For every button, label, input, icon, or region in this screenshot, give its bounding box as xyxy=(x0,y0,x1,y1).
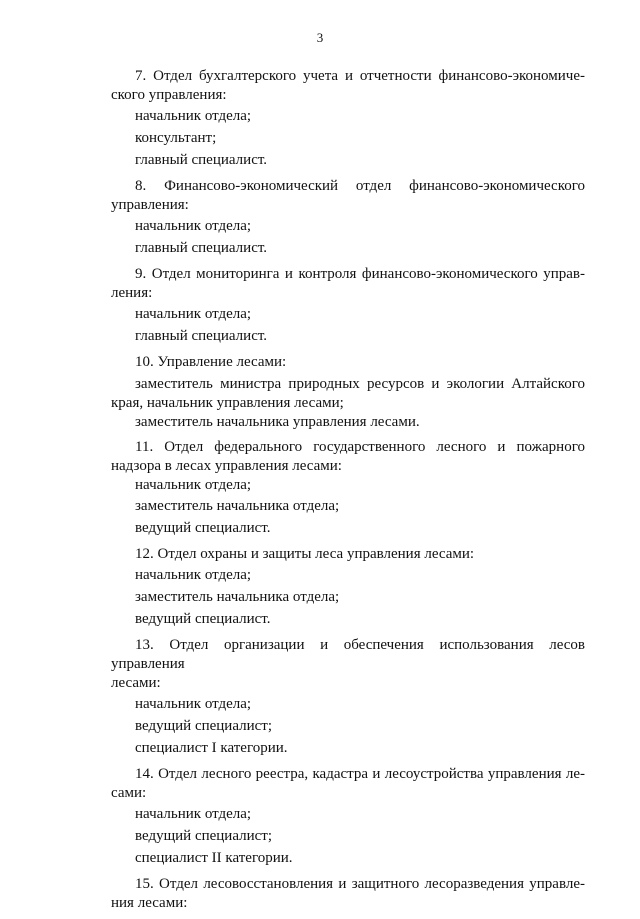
list-item: начальник отдела; xyxy=(135,696,252,712)
list-item: консультант; xyxy=(135,130,217,146)
section-heading xyxy=(111,438,585,457)
section-13 xyxy=(111,636,585,759)
list-item: специалист II категории. xyxy=(135,850,293,866)
section-14 xyxy=(111,765,585,869)
list-item: ведущий специалист. xyxy=(135,520,271,536)
list-item: начальник отдела; xyxy=(135,477,252,493)
list-item: заместитель начальника отдела; xyxy=(135,589,340,605)
section-heading xyxy=(111,875,585,894)
section-15 xyxy=(111,875,585,913)
list-item: начальник отдела; xyxy=(135,218,252,234)
section-heading: 10. Управление лесами: xyxy=(135,354,287,370)
section-heading-line2: ния лесами: xyxy=(111,895,188,911)
section-heading-line1: 15. Отдел лесовосстановления и защитного лесоразведения управле- xyxy=(135,876,585,892)
page-number: 3 xyxy=(316,30,324,45)
section-heading-line1: 8. Финансово-экономический отдел финансово-экономического xyxy=(135,178,585,194)
section-heading xyxy=(111,67,585,86)
list-item: главный специалист. xyxy=(135,152,268,168)
section-heading xyxy=(111,765,585,784)
section-7 xyxy=(111,67,585,171)
section-heading-line2: лесами: xyxy=(111,675,161,691)
list-item: главный специалист. xyxy=(135,328,268,344)
list-item: ведущий специалист; xyxy=(135,828,273,844)
section-heading xyxy=(111,265,585,284)
section-8 xyxy=(111,177,585,259)
section-heading-line2: надзора в лесах управления лесами: xyxy=(111,458,342,474)
section-heading-line2: сами: xyxy=(111,785,147,801)
section-heading-line1: 13. Отдел организации и обеспечения использования лесов управления xyxy=(111,637,585,672)
section-heading xyxy=(111,636,585,674)
section-heading-line2: ского управления: xyxy=(111,87,227,103)
section-9 xyxy=(111,265,585,347)
section-heading-line2: ления: xyxy=(111,285,153,301)
section-heading-line1: 11. Отдел федерального государственного лесного и пожарного xyxy=(135,439,585,455)
list-item: ведущий специалист; xyxy=(135,718,273,734)
list-item: начальник отдела; xyxy=(135,567,252,583)
section-heading: 12. Отдел охраны и защиты леса управления лесами: xyxy=(135,546,475,562)
section-heading-line2: управления: xyxy=(111,197,189,213)
list-item: начальник отдела; xyxy=(135,108,252,124)
section-10 xyxy=(111,353,585,432)
section-heading-line1: 9. Отдел мониторинга и контроля финансово-экономического управ- xyxy=(135,266,585,282)
list-item: ведущий специалист. xyxy=(135,611,271,627)
section-heading-line1: 14. Отдел лесного реестра, кадастра и лесоустройства управления ле- xyxy=(135,766,585,782)
list-item: заместитель начальника управления лесами. xyxy=(135,414,420,430)
section-12 xyxy=(111,545,585,630)
list-item: заместитель министра природных ресурсов и экологии Алтайского края, начальник управления лесами; xyxy=(111,376,585,411)
list-item: начальник отдела; xyxy=(135,806,252,822)
section-heading xyxy=(111,177,585,196)
section-heading-line1: 7. Отдел бухгалтерского учета и отчетности финансово-экономиче- xyxy=(135,68,585,84)
section-11 xyxy=(111,438,585,539)
list-item: специалист I категории. xyxy=(135,740,288,756)
document-body xyxy=(111,67,585,919)
list-item: заместитель начальника отдела; xyxy=(135,498,340,514)
list-item: главный специалист. xyxy=(135,240,268,256)
list-item: начальник отдела; xyxy=(135,306,252,322)
